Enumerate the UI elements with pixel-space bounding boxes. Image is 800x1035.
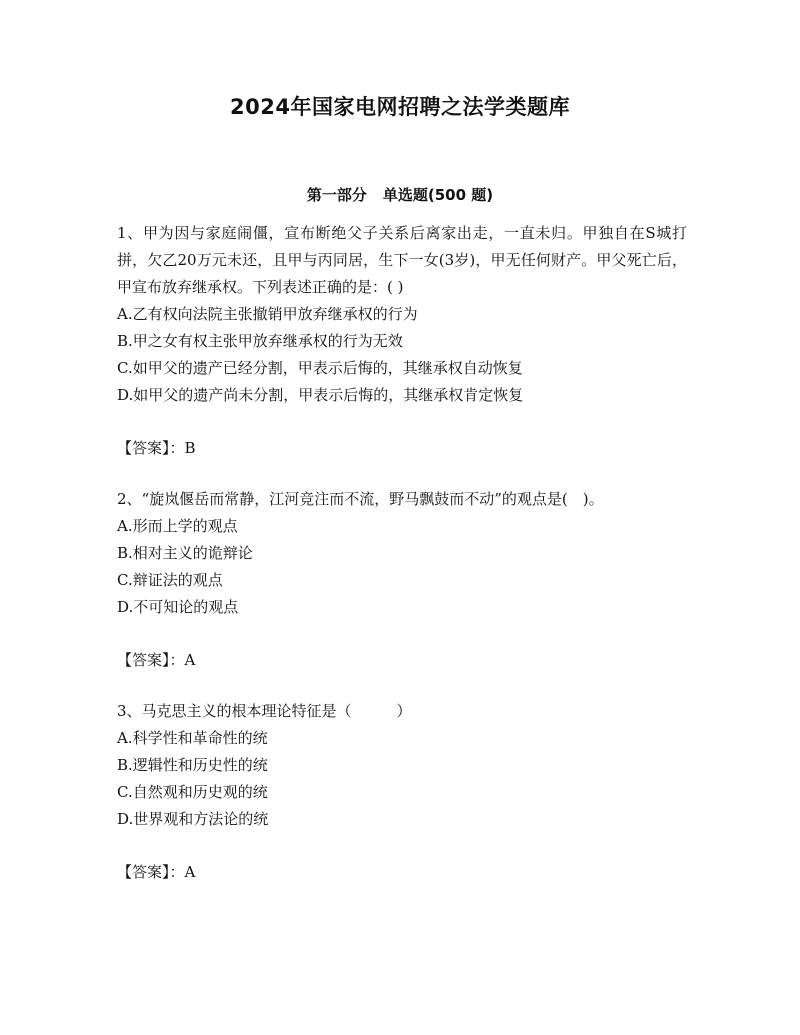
option-c: C.自然观和历史观的统 [117,783,268,801]
question-block [117,220,687,462]
option-d: D.世界观和方法论的统 [117,810,269,828]
question-text: 1、甲为因与家庭闹僵，宣布断绝父子关系后离家出走，一直未归。甲独自在S城打拼，欠乙20万元未还，且甲与丙同居，生下一女(3岁)，甲无任何财产。甲父死亡后，甲宣布放弃继承权。下列表述正确的是：( ) [117,224,687,296]
section-part: 第一部分 [306,186,367,204]
answer-value: B [184,439,196,457]
answer-label: 【答案】： [117,439,185,457]
answer-label: 【答案】： [117,651,185,669]
option-c: C.辩证法的观点 [117,571,223,589]
question-list [117,220,687,910]
document-title: 2024年国家电网招聘之法学类题库 [230,95,570,119]
question-text: 3、马克思主义的根本理论特征是（ ） [117,702,412,720]
answer-line [117,435,687,462]
answer-line [117,647,687,674]
option-b: B.甲之女有权主张甲放弃继承权的行为无效 [117,332,403,350]
question-text: 2、“旋岚偃岳而常静，江河竞注而不流，野马飘鼓而不动”的观点是( )。 [117,490,604,508]
option-d: D.不可知论的观点 [117,598,239,616]
answer-value: A [184,651,196,669]
option-d: D.如甲父的遗产尚未分割，甲表示后悔的，其继承权肯定恢复 [117,386,524,404]
question-block [117,698,687,886]
question-block [117,486,687,674]
option-a: A.科学性和革命性的统 [117,729,268,747]
answer-label: 【答案】： [117,863,185,881]
option-b: B.相对主义的诡辩论 [117,544,253,562]
option-a: A.乙有权向法院主张撤销甲放弃继承权的行为 [117,305,418,323]
section-header [0,183,800,207]
section-heading: 单选题(500 题) [382,186,494,204]
option-c: C.如甲父的遗产已经分割，甲表示后悔的，其继承权自动恢复 [117,359,523,377]
answer-line [117,859,687,886]
option-b: B.逻辑性和历史性的统 [117,756,268,774]
option-a: A.形而上学的观点 [117,517,238,535]
answer-value: A [184,863,196,881]
